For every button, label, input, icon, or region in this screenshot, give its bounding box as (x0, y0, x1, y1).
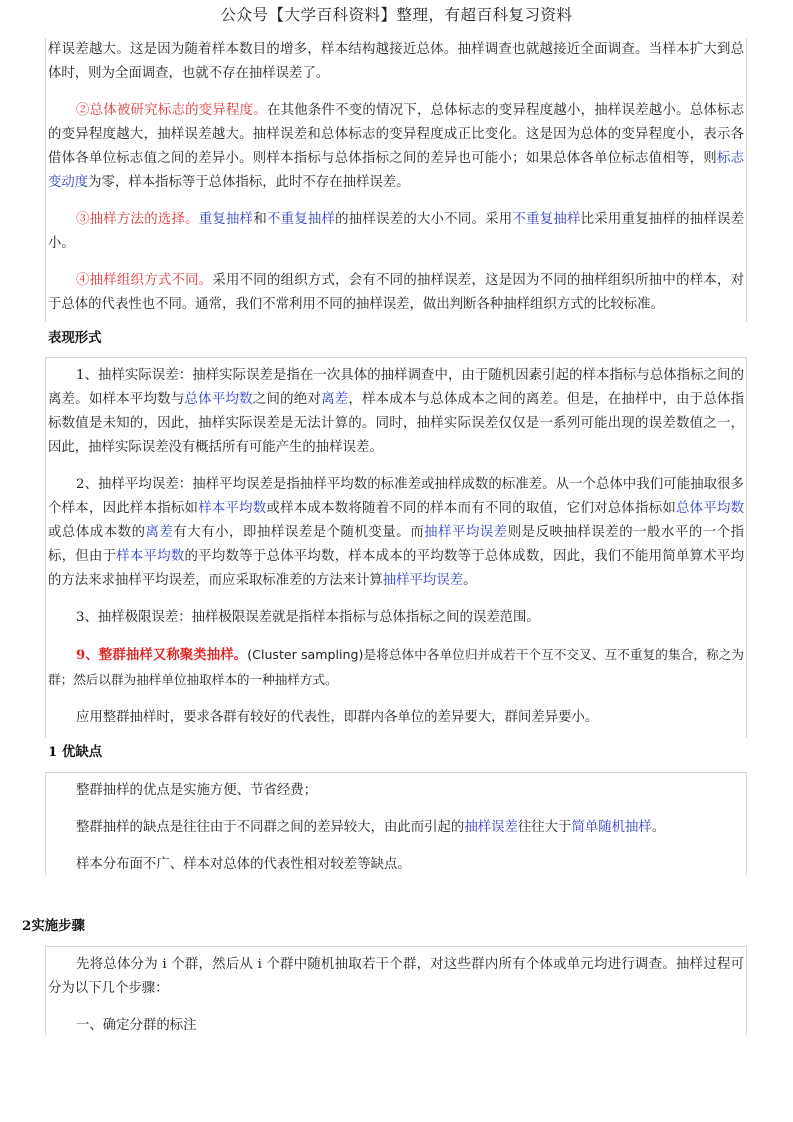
link-zongti-pingjunshu-2[interactable]: 总体平均数 (676, 501, 745, 516)
text: 的抽样误差的大小不同。采用 (335, 212, 513, 227)
text: 和 (253, 212, 267, 227)
paragraph-step-one: 一、确定分群的标注 (76, 1018, 197, 1033)
link-biaozhi-biandongdu[interactable]: 标志变动度 (48, 151, 744, 190)
text: 有大有小，即抽样误差是个随机变量。而 (173, 525, 425, 540)
section-heading-forms: 表现形式 (48, 330, 102, 346)
paragraph-average-error (46, 473, 746, 593)
paragraph-variation (46, 99, 746, 195)
paragraph-actual-error (46, 364, 746, 460)
paragraph-steps-intro: 先将总体分为 i 个群，然后从 i 个群中随机抽取若干个群，对这些群内所有个体或单元均进行调查。抽样过程可分为以下几个步骤： (48, 957, 744, 996)
text: 。 (651, 820, 666, 835)
section-heading-pros-cons: 1 优缺点 (48, 744, 103, 760)
text: 比采用重复抽样的抽样误差小。 (48, 212, 745, 251)
text: 为零，样本指标等于总体指标，此时不存在抽样误差。 (88, 175, 410, 190)
content-box-3 (45, 772, 747, 876)
subheading-organization: ④抽样组织方式不同。 (76, 273, 213, 288)
link-lica[interactable]: 离差 (321, 392, 349, 407)
text: 往往大于 (517, 820, 572, 835)
paragraph-cluster-requirement: 应用整群抽样时，要求各群有较好的代表性，即群内各单位的差异要大，群间差异要小。 (76, 710, 599, 725)
link-jiandan-suiji-chouyang[interactable]: 简单随机抽样 (571, 820, 652, 835)
paragraph-disadvantages (46, 816, 746, 840)
paragraph-other-disadvantages: 样本分布面不广、样本对总体的代表性相对较差等缺点。 (76, 857, 411, 872)
paragraph-cluster-sampling (46, 643, 746, 693)
text: 之间的绝对 (252, 392, 322, 407)
link-zongti-pingjunshu[interactable]: 总体平均数 (184, 392, 253, 407)
subheading-variation: ②总体被研究标志的变异程度。 (76, 103, 267, 118)
paragraph-sampling-method (46, 208, 746, 256)
text: (Cluster sampling)是将总体中各单位归并成若干个互不交叉、互不重复的集合，称之为群；然后以群为抽样单位抽取样本的一种抽样方式。 (48, 647, 744, 687)
paragraph-advantages: 整群抽样的优点是实施方便、节省经费； (76, 783, 318, 798)
link-chouyang-pingjun-wucha-2[interactable]: 抽样平均误差 (382, 573, 464, 588)
content-box-4 (45, 946, 747, 1036)
text: 或总体成本数的 (48, 525, 146, 540)
link-bu-chongfu-chouyang[interactable]: 不重复抽样 (266, 212, 336, 227)
content-box-1 (45, 38, 747, 322)
link-yangben-pingjunshu-2[interactable]: 样本平均数 (116, 549, 185, 564)
text: 在其他条件不变的情况下，总体标志的变异程度越小，抽样误差越小。总体标志的变异程度越大，抽样误差越大。抽样误差和总体标志的变异程度成正比变化。这是因为总体的变异程度小，表示各借体各单位标志值之间的差异小。则样本指标与总体指标之间的差异也可能小；如果总体各单位标志值相等，则 (48, 103, 745, 166)
link-chongfu-chouyang[interactable]: 重复抽样 (198, 212, 254, 227)
paragraph-organization (46, 269, 746, 317)
text: 。 (463, 573, 477, 588)
text: ，样本成本与总体成本之间的离差。但是，在抽样中，由于总体指标数值是未知的，因此，抽样实际误差是无法计算的。同时，抽样实际误差仅仅是一系列可能出现的误差数值之一，因此，抽样实际误差没有概括所有可能产生的抽样误差。 (48, 392, 745, 455)
text: 则是反映抽样误差的一般水平的一个指标，但由于 (48, 525, 745, 564)
text: 整群抽样的缺点是往往由于不同群之间的差异较大，由此而引起的 (76, 820, 465, 835)
link-bu-chongfu-chouyang-2[interactable]: 不重复抽样 (512, 212, 581, 227)
subheading-cluster-sampling: 9、整群抽样又称聚类抽样。 (76, 647, 248, 663)
link-chouyang-wucha[interactable]: 抽样误差 (464, 820, 518, 835)
paragraph-limit-error: 3、抽样极限误差：抽样极限误差就是指样本指标与总体指标之间的误差范围。 (76, 610, 540, 625)
content-box-2 (45, 357, 747, 738)
text: 或样本成本数将随着不同的样本而有不同的取值，它们对总体指标如 (266, 501, 677, 516)
text: 采用不同的组织方式，会有不同的抽样误差，这是因为不同的抽样组织所抽中的样本，对于总体的代表性也不同。通常，我们不常利用不同的抽样误差，做出判断各种抽样组织方式的比较标准。 (48, 273, 745, 312)
link-chouyang-pingjun-wucha[interactable]: 抽样平均误差 (424, 525, 508, 540)
link-lica-2[interactable]: 离差 (145, 525, 174, 540)
page-header-title: 公众号【大学百科资料】整理，有超百科复习资料 (220, 6, 573, 24)
text: 1、抽样实际误差：抽样实际误差是指在一次具体的抽样调查中，由于随机因素引起的样本指标与总体指标之间的离差。如样本平均数与 (48, 368, 744, 407)
text: 的平均数等于总体平均数，样本成本的平均数等于总体成数，因此，我们不能用简单算术平均的方法来求抽样平均误差，而应采取标准差的方法来计算 (48, 549, 745, 588)
link-yangben-pingjunshu[interactable]: 样本平均数 (198, 501, 267, 516)
paragraph-continuation: 样误差越大。这是因为随着样本数目的增多，样本结构越接近总体。抽样调查也就越接近全面调查。当样本扩大到总体时，则为全面调查，也就不存在抽样误差了。 (48, 42, 744, 81)
section-heading-steps: 2实施步骤 (22, 918, 85, 934)
text: 2、抽样平均误差：抽样平均误差是指抽样平均数的标准差或抽样成数的标准差。从一个总体中我们可能抽取很多个样本，因此样本指标如 (48, 477, 744, 516)
subheading-sampling-method: ③抽样方法的选择。 (76, 212, 199, 227)
